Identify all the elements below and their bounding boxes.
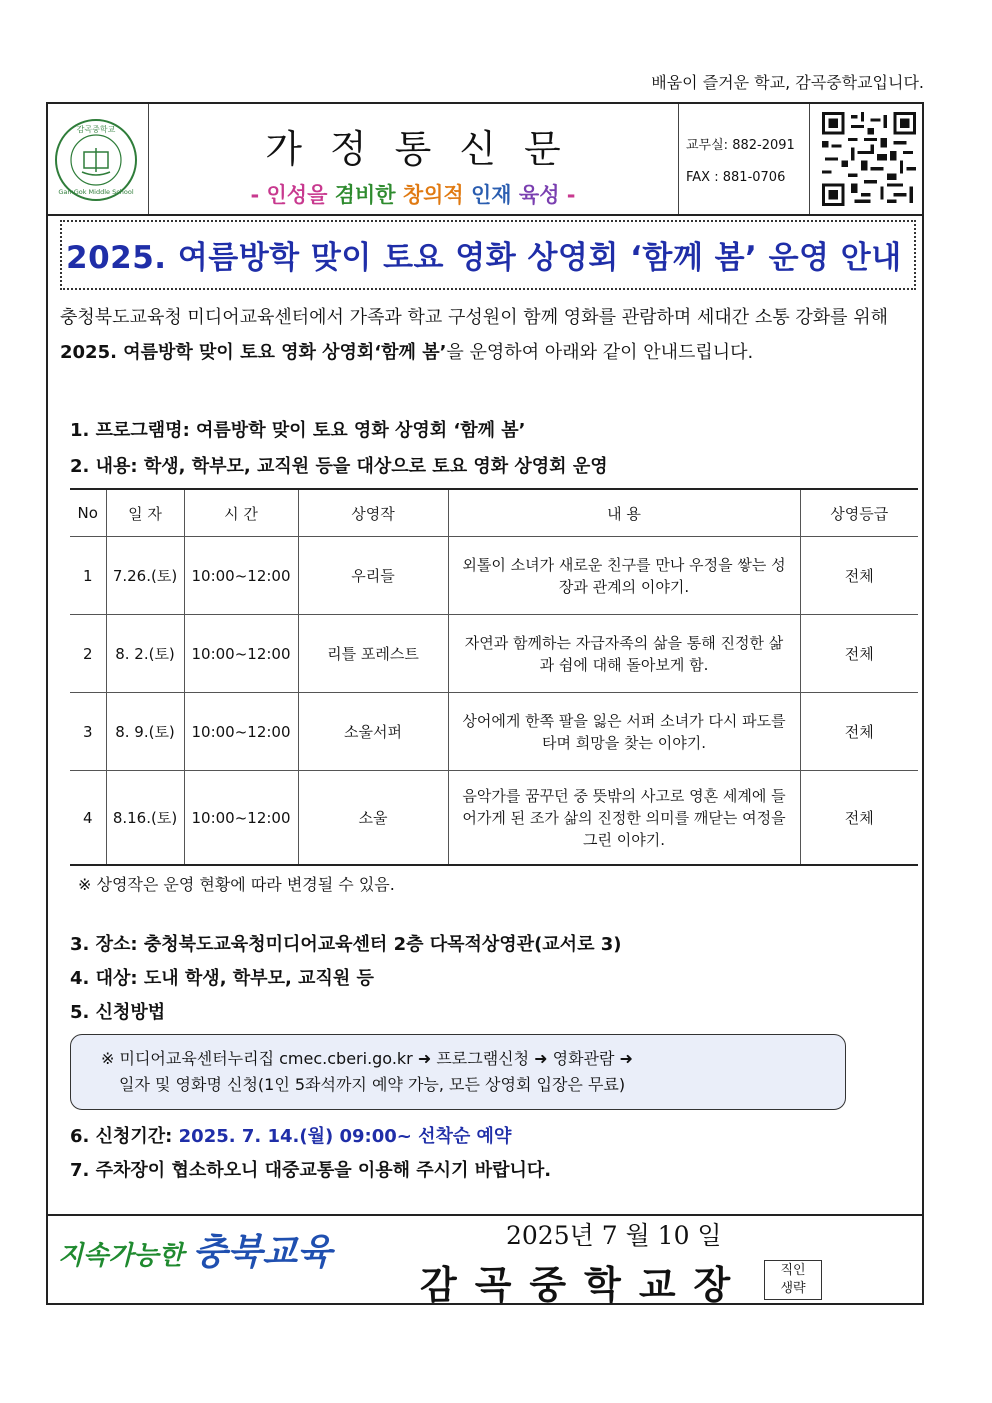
- table-row: [70, 693, 918, 771]
- col-movie: 상영작: [298, 489, 448, 537]
- fax-number: 881-0706: [722, 170, 786, 185]
- qr-code-icon[interactable]: [822, 112, 916, 206]
- row-movie: 소울: [298, 771, 448, 866]
- row-no: 3: [70, 693, 106, 771]
- row-time: 10:00~12:00: [184, 537, 298, 615]
- intro-paragraph: [60, 300, 924, 370]
- contact-cell: [678, 104, 810, 214]
- row-movie: 소울서퍼: [298, 693, 448, 771]
- slogan-word-5: 육성: [518, 183, 560, 207]
- document-title: 2025. 여름방학 맞이 토요 영화 상영회 ‘함께 봄’ 운영 안내: [60, 220, 916, 290]
- office-number: 882-2091: [732, 138, 795, 153]
- item-apply-period: [70, 1122, 511, 1148]
- row-movie: 우리들: [298, 537, 448, 615]
- office-label: 교무실:: [686, 138, 729, 153]
- item-apply-method: 5. 신청방법: [70, 1002, 166, 1023]
- item-target: 4. 대상: 도내 학생, 학부모, 교직원 등: [70, 968, 374, 989]
- apply-method-line-1: ※ 미디어교육센터누리집 cmec.cberi.go.kr ➜ 프로그램신청 ➜ 영화관람 ➜: [101, 1049, 633, 1068]
- newsletter-frame: [46, 102, 924, 1305]
- title-cell: [148, 104, 679, 214]
- apply-period-value: 2025. 7. 14.(월) 09:00~ 선착순 예약: [178, 1126, 512, 1147]
- col-no: No: [70, 489, 106, 537]
- col-description: 내 용: [448, 489, 800, 537]
- item-content: 2. 내용: 학생, 학부모, 교직원 등을 대상으로 토요 영화 상영회 운영: [70, 456, 608, 477]
- row-rating: 전체: [800, 537, 918, 615]
- row-movie: 리틀 포레스트: [298, 615, 448, 693]
- qr-cell: [810, 104, 922, 214]
- fax-phone: [686, 162, 809, 194]
- slogan-word-4: 인재: [471, 183, 512, 207]
- row-no: 2: [70, 615, 106, 693]
- intro-part-1: 충청북도교육청 미디어교육센터에서 가족과 학교 구성원이 함께 영화를 관람하며 세대간 소통 강화를 위해: [60, 307, 889, 328]
- sustain-prefix: 지속가능한: [58, 1241, 184, 1271]
- row-rating: 전체: [800, 771, 918, 866]
- item-location: 3. 장소: 충청북도교육청미디어교육센터 2층 다목적상영관(교서로 3): [70, 934, 622, 955]
- row-time: 10:00~12:00: [184, 771, 298, 866]
- issue-date: 2025년 7 월 10 일: [506, 1221, 722, 1250]
- row-date: 8. 9.(토): [106, 693, 184, 771]
- logo-cell: [48, 104, 149, 214]
- footer-divider: [48, 1214, 922, 1216]
- row-no: 4: [70, 771, 106, 866]
- stamp-line-1: 직인: [780, 1263, 806, 1278]
- table-row: [70, 771, 918, 866]
- principal-signature: 감곡중학교장: [420, 1263, 749, 1307]
- school-seal-icon: [54, 118, 138, 202]
- col-date: 일 자: [106, 489, 184, 537]
- table-row: [70, 537, 918, 615]
- table-header-row: [70, 489, 918, 537]
- fax-label: FAX :: [686, 170, 719, 185]
- row-date: 8. 2.(토): [106, 615, 184, 693]
- sustain-brand: 충북교육: [192, 1232, 332, 1273]
- school-motto: 배움이 즐거운 학교, 감곡중학교입니다.: [651, 73, 924, 92]
- row-rating: 전체: [800, 693, 918, 771]
- intro-bold: 2025. 여름방학 맞이 토요 영화 상영회‘함께 봄’: [60, 342, 447, 363]
- newsletter-title: 가정통신문: [265, 127, 589, 171]
- slogan-word-1: 인성을: [266, 183, 328, 207]
- slogan-dash-left: -: [250, 183, 260, 207]
- item-program-name: 1. 프로그램명: 여름방학 맞이 토요 영화 상영회 ‘함께 봄’: [70, 420, 526, 441]
- row-date: 7.26.(토): [106, 537, 184, 615]
- stamp-line-2: 생략: [780, 1281, 806, 1296]
- apply-period-label: 6. 신청기간:: [70, 1126, 179, 1147]
- apply-method-line-2: 일자 및 영화명 신청(1인 5좌석까지 예약 가능, 모든 상영회 입장은 무료): [119, 1075, 626, 1094]
- row-description: 음악가를 꿈꾸던 중 뜻밖의 사고로 영혼 세계에 들어가게 된 조가 삶의 진정한 의미를 깨닫는 여정을 그린 이야기.: [448, 771, 800, 866]
- item-parking-notice: 7. 주차장이 협소하오니 대중교통을 이용해 주시기 바랍니다.: [70, 1160, 552, 1181]
- office-phone: [686, 130, 809, 162]
- row-time: 10:00~12:00: [184, 693, 298, 771]
- slogan-word-2: 겸비한: [334, 183, 396, 207]
- seal-top-text: 감곡중학교: [76, 125, 116, 134]
- table-row: [70, 615, 918, 693]
- header: [48, 104, 922, 216]
- seal-omitted-stamp: [764, 1260, 822, 1300]
- intro-part-2: 을 운영하여 아래와 같이 안내드립니다.: [446, 342, 754, 363]
- apply-method-box: [70, 1034, 846, 1110]
- schedule-note: ※ 상영작은 운영 현황에 따라 변경될 수 있음.: [78, 875, 395, 894]
- row-time: 10:00~12:00: [184, 615, 298, 693]
- seal-bottom-text: GamGok Middle School: [58, 188, 134, 196]
- col-rating: 상영등급: [800, 489, 918, 537]
- row-no: 1: [70, 537, 106, 615]
- slogan: [148, 179, 678, 209]
- row-description: 상어에게 한쪽 팔을 잃은 서퍼 소녀가 다시 파도를 타며 희망을 찾는 이야기.: [448, 693, 800, 771]
- schedule-table: [70, 488, 918, 866]
- row-date: 8.16.(토): [106, 771, 184, 866]
- row-description: 자연과 함께하는 자급자족의 삶을 통해 진정한 삶과 쉼에 대해 돌아보게 함.: [448, 615, 800, 693]
- sustainable-chungbuk-logo: [58, 1224, 332, 1275]
- row-rating: 전체: [800, 615, 918, 693]
- slogan-dash-right: -: [566, 183, 576, 207]
- slogan-word-3: 창의적: [402, 183, 464, 207]
- col-time: 시 간: [184, 489, 298, 537]
- row-description: 외톨이 소녀가 새로운 친구를 만나 우정을 쌓는 성장과 관계의 이야기.: [448, 537, 800, 615]
